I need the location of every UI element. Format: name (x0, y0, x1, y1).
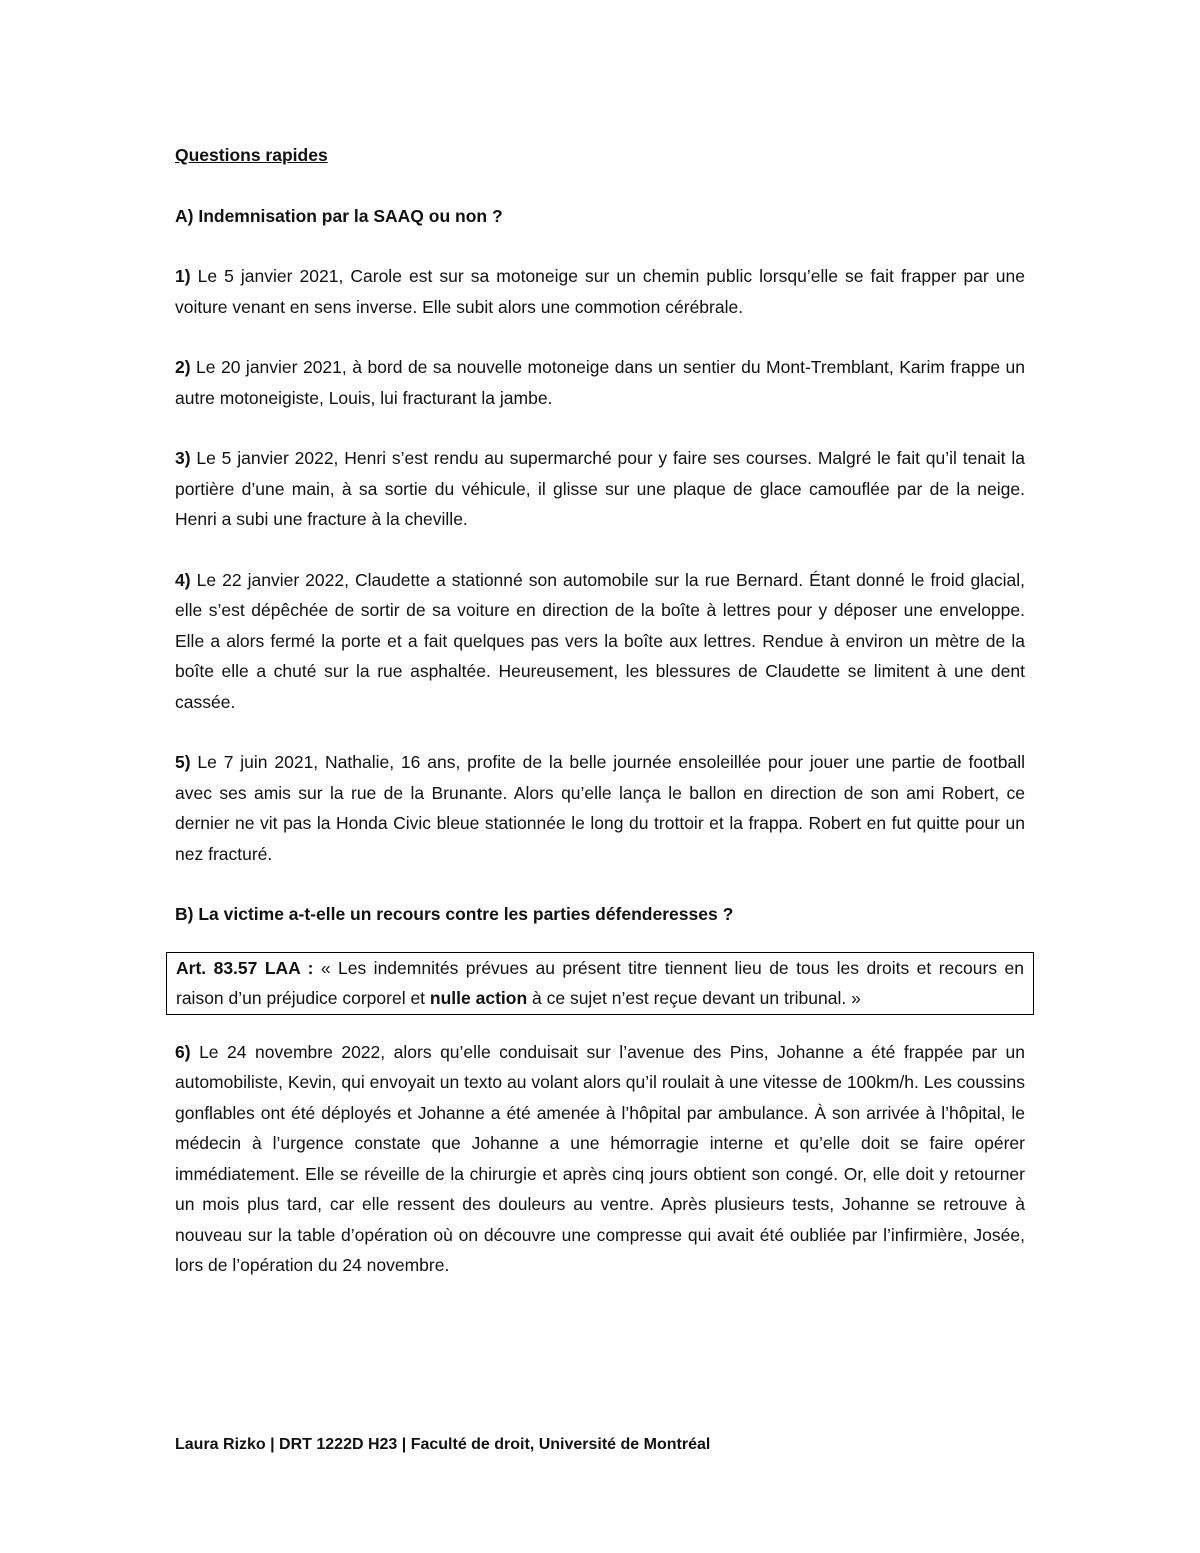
question-text: Le 5 janvier 2022, Henri s’est rendu au supermarché pour y faire ses courses. Malgré le fait qu’il tenait la portière d’une main, à sa sortie du véhicule, il glisse sur une plaque de glace camouflée par de la neige. Henri a subi une fracture à la cheville. (175, 448, 1025, 529)
question-text: Le 7 juin 2021, Nathalie, 16 ans, profite de la belle journée ensoleillée pour jouer une partie de football avec ses amis sur la rue de la Brunante. Alors qu’elle lança le ballon en direction de son ami Robert, ce dernier ne vit pas la Honda Civic bleue stationnée le long du trottoir et la frappa. Robert en fut quitte pour un nez fracturé. (175, 752, 1025, 864)
section-b-heading: B) La victime a-t-elle un recours contre les parties défenderesses ? (175, 904, 734, 924)
page-footer: Laura Rizko | DRT 1222D H23 | Faculté de droit, Université de Montréal (175, 1436, 711, 1453)
article-box (166, 952, 1034, 1015)
question-number: 6) (175, 1041, 191, 1062)
question-text: Le 5 janvier 2021, Carole est sur sa motoneige sur un chemin public lorsqu’elle se fait frapper par une voiture venant en sens inverse. Elle subit alors une commotion cérébrale. (175, 266, 1025, 317)
question-1 (175, 261, 1025, 322)
question-3 (175, 443, 1025, 535)
article-reference: Art. 83.57 LAA : (176, 957, 314, 978)
article-text (176, 953, 1024, 1014)
question-number: 3) (175, 448, 191, 468)
article-emphasis: nulle action (429, 988, 528, 1008)
article-text-before: « Les indemnités prévues au présent titre tiennent lieu de tous les droits et recours en raison d’un préjudice corporel et (176, 957, 1024, 1008)
question-2 (175, 352, 1025, 413)
question-text: Le 20 janvier 2021, à bord de sa nouvelle motoneige dans un sentier du Mont-Tremblant, Karim frappe un autre motoneigiste, Louis, lui fracturant la jambe. (175, 357, 1025, 408)
question-number: 1) (175, 266, 191, 286)
question-number: 2) (175, 357, 191, 377)
question-number: 5) (175, 752, 191, 772)
section-a-heading: A) Indemnisation par la SAAQ ou non ? (175, 205, 503, 226)
question-6 (175, 1037, 1025, 1281)
question-number: 4) (175, 569, 191, 590)
question-text: Le 22 janvier 2022, Claudette a stationné son automobile sur la rue Bernard. Étant donné le froid glacial, elle s’est dépêchée de sortir de sa voiture en direction de la boîte à lettres pour y déposer une enveloppe. Elle a alors fermé la porte et a fait quelques pas vers la boîte aux lettres. Rendue à environ un mètre de la boîte elle a chuté sur la rue asphaltée. Heureusement, les blessures de Claudette se limitent à une dent cassée. (175, 569, 1025, 712)
question-4 (175, 565, 1025, 718)
question-text: Le 24 novembre 2022, alors qu’elle conduisait sur l’avenue des Pins, Johanne a été frappée par un automobiliste, Kevin, qui envoyait un texto au volant alors qu’il roulait à une vitesse de 100km/h. Les coussins gonflables ont été déployés et Johanne a été amenée à l’hôpital par ambulance. À son arrivée à l’hôpital, le médecin à l’urgence constate que Johanne a une hémorragie interne et qu’elle doit se faire opérer immédiatement. Elle se réveille de la chirurgie et après cinq jours obtient son congé. Or, elle doit y retourner un mois plus tard, car elle ressent des douleurs au ventre. Après plusieurs tests, Johanne se retrouve à nouveau sur la table d’opération où on découvre une compresse qui avait été oubliée par l’infirmière, Josée, lors de l’opération du 24 novembre. (175, 1041, 1025, 1275)
page-title: Questions rapides (175, 145, 328, 165)
article-text-after: à ce sujet n’est reçue devant un tribunal. » (527, 988, 861, 1008)
document-body (175, 140, 1025, 1311)
question-5 (175, 747, 1025, 869)
